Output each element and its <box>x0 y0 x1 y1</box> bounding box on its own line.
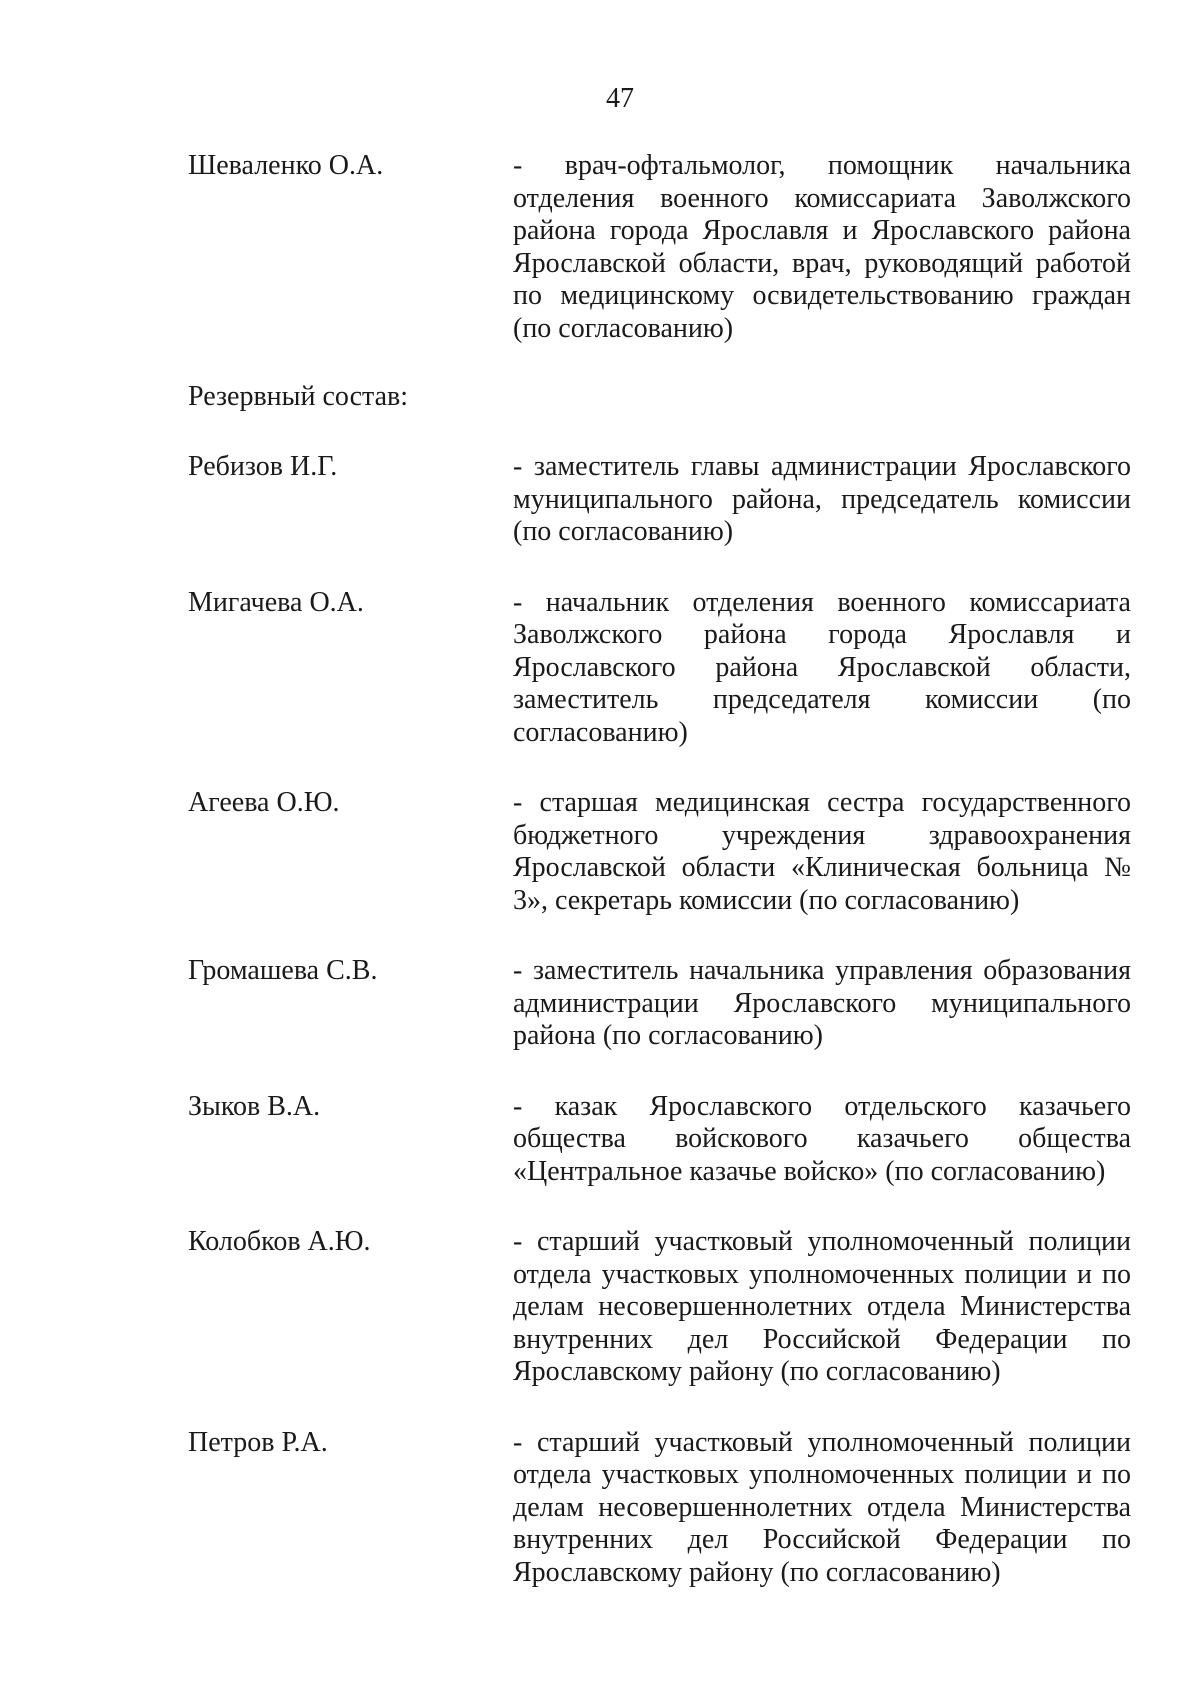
member-name: Громашева С.В. <box>188 955 378 986</box>
member-role: - старшая медицинская сестра государственного бюджетного учреждения здравоохранения Ярославской области «Клиническая больница № 3», секретарь комиссии (по согласованию) <box>513 787 1131 916</box>
member-entry <box>188 787 1143 917</box>
member-entry <box>188 451 1143 549</box>
member-entry <box>188 587 1143 750</box>
member-role: - врач-офтальмолог, помощник начальника отделения военного комиссариата Заволжского района города Ярославля и Ярославского района Ярославской области, врач, руководящий работой по медицинскому освидетельствованию граждан (по согласованию) <box>513 150 1131 344</box>
member-role: - старший участковый уполномоченный полиции отдела участковых уполномоченных полиции и по делам несовершеннолетних отдела Министерства внутренних дел Российской Федерации по Ярославскому району (по согласованию) <box>513 1226 1131 1387</box>
member-list <box>188 150 1143 1627</box>
member-name: Петров Р.А. <box>188 1426 328 1458</box>
member-entry <box>188 1226 1143 1389</box>
page-number: 47 <box>606 83 634 114</box>
member-role: - старший участковый уполномоченный полиции отдела участковых уполномоченных полиции и по делам несовершеннолетних отдела Министерства внутренних дел Российской Федерации по Ярославскому району (по согласованию) <box>513 1426 1131 1588</box>
reserve-section-label: Резервный состав: <box>188 381 409 412</box>
member-name: Колобков А.Ю. <box>188 1226 371 1257</box>
member-name: Зыков В.А. <box>188 1090 321 1122</box>
member-entry <box>188 1091 1143 1189</box>
member-role: - начальник отделения военного комиссариата Заволжского района города Ярославля и Ярославского района Ярославской области, заместитель председателя комиссии (по согласованию) <box>513 586 1131 748</box>
member-name: Мигачева О.А. <box>188 586 364 618</box>
member-name: Шеваленко О.А. <box>188 150 384 181</box>
member-entry <box>188 150 1143 345</box>
member-name: Ребизов И.Г. <box>188 451 338 482</box>
member-role: - заместитель начальника управления образования администрации Ярославского муниципального района (по согласованию) <box>513 955 1131 1051</box>
member-role: - казак Ярославского отдельского казачьего общества войскового казачьего общества «Центральное казачье войско» (по согласованию) <box>513 1090 1131 1187</box>
member-entry <box>188 955 1143 1053</box>
member-entry <box>188 1427 1143 1590</box>
member-name: Агеева О.Ю. <box>188 787 340 818</box>
member-role: - заместитель главы администрации Ярославского муниципального района, председатель комиссии (по согласованию) <box>513 451 1131 547</box>
